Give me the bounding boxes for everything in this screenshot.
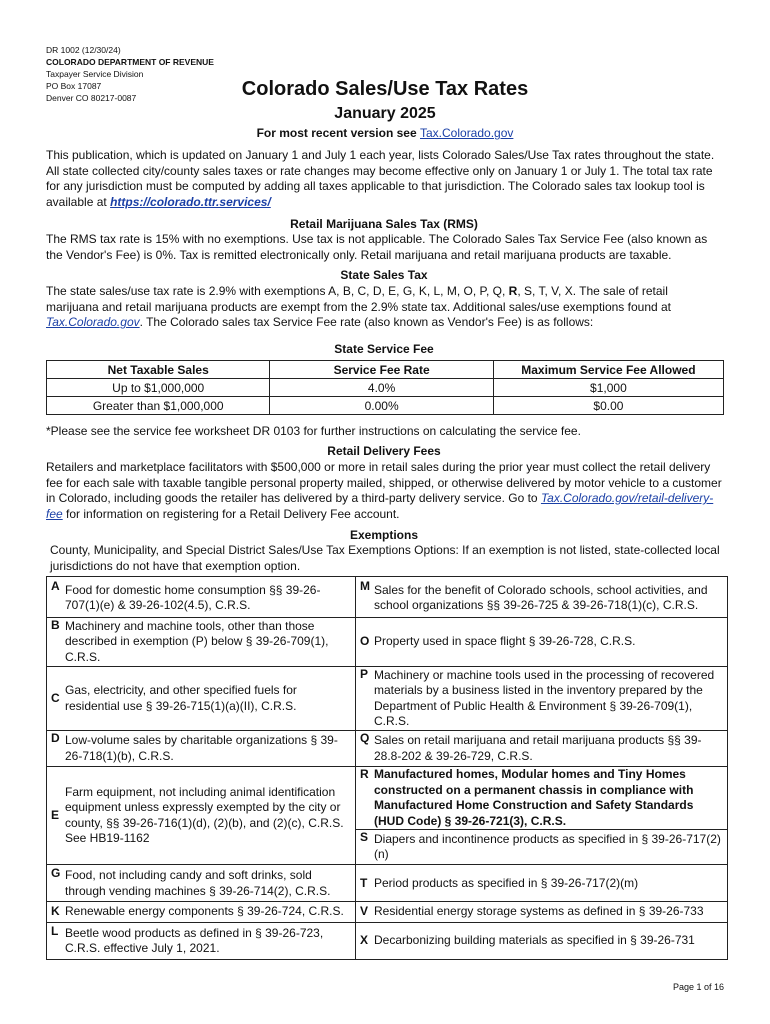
po-box: PO Box 17087: [46, 81, 102, 91]
delivery-text: Retailers and marketplace facilitators with $500,000 or more in retail sales during the prior year must collect the retail delivery fee for each sale with taxable tangible personal property mailed, shipped, or otherwise delivered by motor vehicle to a customer in Colorado, including goods the retailer has delivered by a third-party delivery service. Go to: [46, 460, 722, 505]
exemption-key: R: [360, 767, 369, 781]
exemption-key: X: [360, 933, 369, 948]
exemption-g: [47, 866, 355, 901]
exemption-t: [356, 866, 727, 901]
exemption-text: Low-volume sales by charitable organizations § 39-26-718(1)(b), C.R.S.: [65, 733, 338, 763]
exemption-text: Beetle wood products as defined in § 39-26-723, C.R.S. effective July 1, 2021.: [65, 925, 324, 955]
exemption-text: Property used in space flight § 39-26-728, C.R.S.: [374, 634, 636, 649]
state-tax-paragraph: [46, 284, 722, 331]
exemption-l: [47, 924, 355, 958]
exemption-key: S: [360, 830, 369, 844]
table-row: [47, 397, 724, 415]
exemption-text: Gas, electricity, and other specified fuels for residential use § 39-26-715(1)(a)(II), C.R.S.: [65, 683, 297, 713]
fee-table-header-row: [47, 361, 724, 379]
fee-cell: 0.00%: [270, 397, 493, 415]
state-tax-text-b: , S, T, V, X. The sale of retail marijuana and retail marijuana products are exempt from the 2.9% state tax. Additional sales/use exemptions found at: [46, 284, 672, 314]
exemption-text: Decarbonizing building materials as specified in § 39-26-731: [374, 933, 695, 948]
fee-cell: Greater than $1,000,000: [47, 397, 270, 415]
exemption-key: K: [51, 904, 60, 919]
state-tax-bold-r: R: [508, 284, 518, 298]
tax-lookup-link[interactable]: https://colorado.ttr.services/: [110, 194, 271, 209]
exemption-text: Manufactured homes, Modular homes and Tiny Homes constructed on a permanent chassis in compliance with Manufactured Home Construction and Safety Standards (HUD Code) § 39-26-721(3), C.R.S.: [374, 767, 694, 828]
exemption-key: E: [51, 807, 60, 822]
exemption-k: [47, 902, 355, 922]
exemption-text: Residential energy storage systems as defined in § 39-26-733: [374, 904, 704, 919]
row-divider: [47, 864, 355, 865]
exemption-d: [47, 731, 355, 766]
exemption-q: [356, 731, 727, 766]
exemption-o: [356, 618, 727, 666]
fee-cell: Up to $1,000,000: [47, 379, 270, 397]
exemption-text: Farm equipment, not including animal identification equipment unless expressly exempted by the city or county, §§ 39-26-716(1)(d), (2)(b), and (2)(c), C.R.S. See HB19-1162: [65, 784, 344, 845]
department-name: COLORADO DEPARTMENT OF REVENUE: [46, 57, 214, 67]
exemptions-table: [46, 576, 728, 960]
fee-table-caption: State Service Fee: [334, 342, 434, 356]
exemption-text: Period products as specified in § 39-26-717(2)(m): [374, 875, 639, 890]
exemption-key: L: [51, 924, 59, 938]
exemption-e: [47, 767, 355, 864]
exemption-text: Sales on retail marijuana and retail marijuana products §§ 39-28.8-202 & 39-26-729, C.R.S.: [374, 733, 702, 763]
fee-header-rate: Service Fee Rate: [270, 361, 493, 379]
division-name: Taxpayer Service Division: [46, 69, 144, 79]
row-divider: [356, 864, 727, 865]
state-tax-heading: State Sales Tax: [340, 268, 428, 282]
exemption-x: [356, 924, 727, 958]
delivery-paragraph: [46, 460, 722, 522]
state-tax-link[interactable]: Tax.Colorado.gov: [46, 315, 140, 329]
exemption-text: Renewable energy components § 39-26-724, C.R.S.: [65, 904, 344, 919]
rms-paragraph: The RMS tax rate is 15% with no exemptions. Use tax is not applicable. The Colorado Sales Tax Service Fee (also known as the Vendor's Fee) is 0%. Tax is remitted electronically only. Retail marijuana and retail marijuana products are taxable.: [46, 232, 708, 262]
exemption-a: [47, 579, 355, 617]
exemption-key: T: [360, 875, 368, 890]
page-number: Page 1 of 16: [672, 982, 724, 992]
document-title-block: [0, 78, 770, 123]
exemption-p: [356, 667, 727, 730]
delivery-heading: Retail Delivery Fees: [327, 444, 441, 458]
exemption-m: [356, 579, 727, 617]
exemption-text: Food for domestic home consumption §§ 39-26-707(1)(e) & 39-26-102(4.5), C.R.S.: [65, 582, 321, 612]
row-divider: [47, 922, 727, 923]
exemption-text: Sales for the benefit of Colorado schools, school activities, and school organizations §§ 39-26-725 & 39-26-718(1)(c), C.R.S.: [374, 582, 708, 612]
exemption-key: Q: [360, 731, 370, 745]
document-subtitle: January 2025: [334, 105, 436, 122]
exemption-text: Machinery or machine tools used in the processing of recovered materials by a business listed in the inventory prepared by the Department of Public Health & Environment § 39-26-709(1), C.R.S.: [374, 667, 715, 728]
delivery-text-after: for information on registering for a Retail Delivery Fee account.: [66, 506, 400, 521]
fee-header-net-sales: Net Taxable Sales: [47, 361, 270, 379]
fee-cell: $1,000: [493, 379, 723, 397]
exemption-text: Diapers and incontinence products as specified in § 39-26-717(2)(n): [374, 831, 721, 861]
exemption-key: A: [51, 579, 60, 593]
delivery-fee-link[interactable]: Tax.Colorado.gov/retail-delivery-fee: [46, 491, 714, 521]
exemption-s: [356, 830, 727, 864]
document-title: Colorado Sales/Use Tax Rates: [241, 78, 529, 100]
state-tax-text-a: The state sales/use tax rate is 2.9% with exemptions A, B, C, D, E, G, K, L, M, O, P, Q,: [46, 284, 506, 298]
table-row: [47, 379, 724, 397]
fee-cell: 4.0%: [270, 379, 493, 397]
exemption-key: P: [360, 667, 369, 681]
exemption-text: Food, not including candy and soft drinks, sold through vending machines § 39-26-714(2), C.R.S.: [65, 868, 331, 898]
city-address: Denver CO 80217-0087: [46, 93, 137, 103]
exemption-key: V: [360, 904, 369, 919]
exemption-b: [47, 618, 355, 666]
recent-version-link[interactable]: Tax.Colorado.gov: [420, 126, 514, 140]
exemption-r: [356, 767, 727, 829]
exemption-v: [356, 902, 727, 922]
exemption-key: B: [51, 618, 60, 632]
exemption-key: O: [360, 634, 370, 649]
recent-version-line: [0, 126, 770, 140]
fee-cell: $0.00: [493, 397, 723, 415]
intro-text: This publication, which is updated on January 1 and July 1 each year, lists Colorado Sales/Use Tax rates throughout the state. All state collected city/county sales taxes or rate changes may become effective only on January 1 or July 1. The total tax rate for any jurisdiction must be computed by adding all taxes applicable to that jurisdiction. The Colorado sales tax lookup tool is available at: [46, 148, 715, 209]
exemptions-heading: Exemptions: [349, 528, 418, 542]
rms-heading: Retail Marijuana Sales Tax (RMS): [290, 217, 478, 231]
exemption-key: D: [51, 731, 60, 745]
exemption-key: C: [51, 690, 60, 705]
exemption-key: M: [360, 579, 370, 593]
intro-paragraph: [46, 148, 722, 210]
exemption-key: G: [51, 866, 61, 880]
exemptions-intro: County, Municipality, and Special District Sales/Use Tax Exemptions Options: If an exemption is not listed, state-collected local jurisdictions do not have that exemption option.: [50, 543, 720, 573]
fee-table-note: *Please see the service fee worksheet DR 0103 for further instructions on calculating the service fee.: [46, 424, 581, 438]
form-id: DR 1002 (12/30/24): [46, 45, 121, 55]
state-tax-text-c: . The Colorado sales tax Service Fee rate (also known as Vendor's Fee) is as follows:: [139, 315, 594, 329]
service-fee-table: [46, 360, 724, 415]
recent-version-label: For most recent version see: [256, 126, 417, 140]
fee-header-max: Maximum Service Fee Allowed: [493, 361, 723, 379]
exemption-text: Machinery and machine tools, other than those described in exemption (P) below § 39-26-709(1), C.R.S.: [65, 618, 329, 664]
exemption-c: [47, 667, 355, 730]
